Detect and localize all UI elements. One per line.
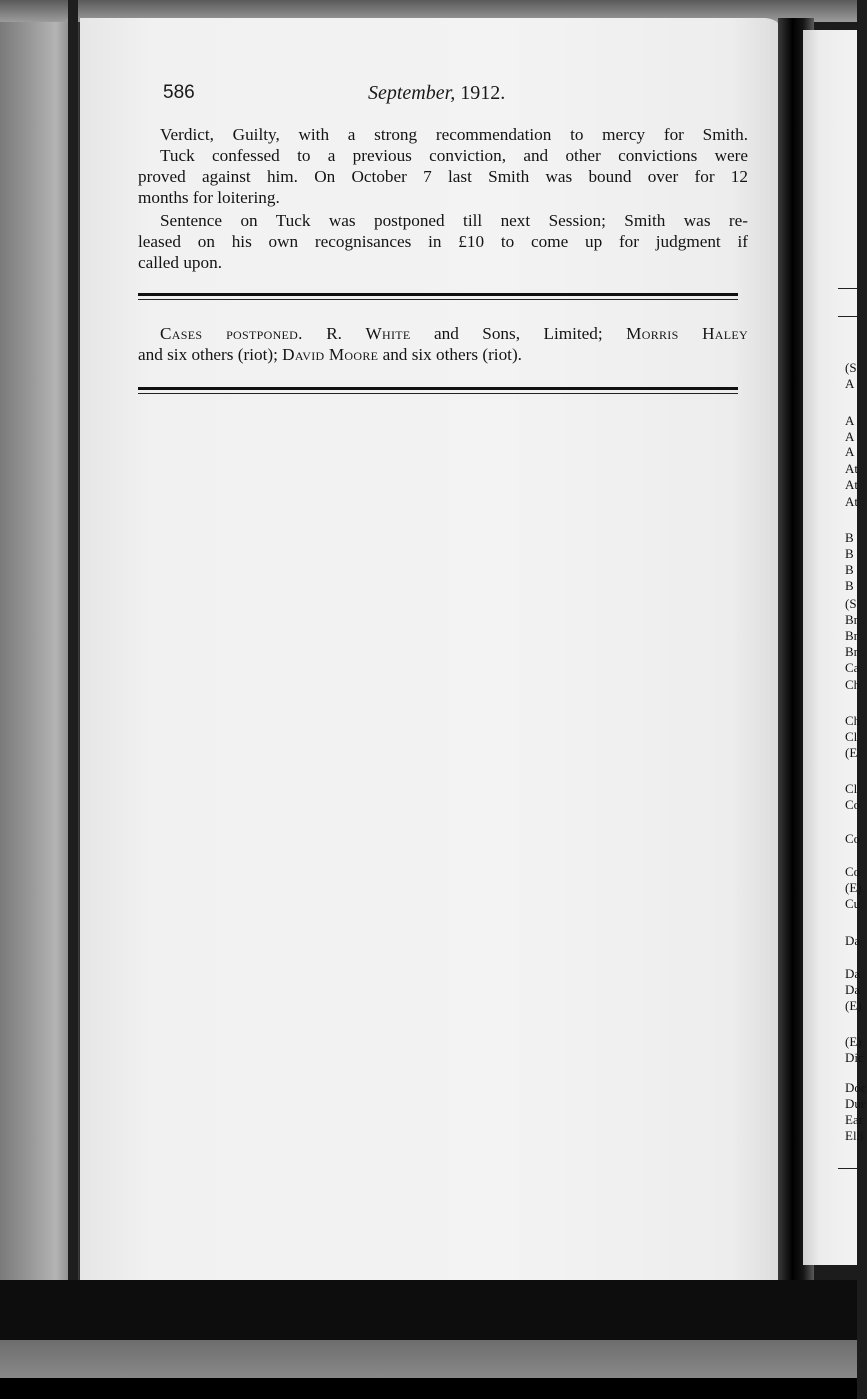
facing-index-entry: B (845, 578, 854, 593)
text-line: months for loitering. (138, 188, 280, 207)
facing-index-entry: B (845, 546, 854, 561)
paragraph-verdict (138, 124, 748, 208)
running-head-year: 1912. (460, 82, 506, 104)
facing-index-entry: Cl (845, 781, 858, 796)
text-line: Sentence on Tuck was postponed till next Session; Smith was re- (160, 211, 748, 230)
page-header (163, 82, 723, 112)
facing-index-entry: At (845, 461, 858, 476)
facing-index-entry: Da (845, 966, 861, 981)
facing-index-entry: Doc (845, 1080, 867, 1095)
facing-index-entry: Ear (845, 1112, 864, 1127)
facing-page-dash (838, 316, 857, 317)
facing-index-entry: (E) (845, 998, 862, 1013)
facing-index-entry: (E) (845, 880, 862, 895)
scan-bottom-surface (0, 1340, 857, 1380)
facing-index-entry: B (845, 562, 854, 577)
facing-index-entry: Elli (845, 1128, 864, 1143)
facing-index-entry: A (845, 376, 855, 391)
text-line: and six others (riot); David Moore and six others (riot). (138, 345, 522, 364)
text-line: Verdict, Guilty, with a strong recommendation to mercy for Smith. (160, 125, 748, 144)
cases-postponed-heading: Cases postponed. (160, 324, 303, 343)
facing-index-entry: Co (845, 831, 861, 846)
facing-index-entry: A (845, 413, 855, 428)
page-number: 586 (163, 82, 195, 103)
scan-bottom-edge (0, 1280, 857, 1340)
text-line: leased on his own recognisances in £10 to come up for judgment if (138, 232, 748, 251)
facing-index-entry: Ca (845, 660, 860, 675)
facing-index-entry: Cl (845, 729, 858, 744)
facing-index-entry: (E) (845, 1034, 862, 1049)
paragraph-sentence (138, 210, 748, 273)
facing-index-entry: At (845, 477, 858, 492)
facing-index-entry: Ch (845, 677, 861, 692)
text-line: Cases postponed. R. White and Sons, Limited; Morris Haley (160, 324, 748, 343)
facing-index-entry: Cu (845, 896, 861, 911)
cases-postponed (138, 323, 748, 365)
facing-index-entry: Dic (845, 1050, 864, 1065)
facing-index-entry: Da (845, 982, 861, 997)
defendant-name: Haley (702, 324, 748, 343)
facing-index-entry: Co (845, 864, 861, 879)
facing-index-entry: A (845, 444, 855, 459)
running-head (368, 82, 505, 105)
defendant-name: David (282, 345, 325, 364)
facing-index-entry: Co (845, 797, 861, 812)
section-divider (138, 387, 738, 394)
facing-index-entry: Br (845, 612, 858, 627)
running-head-month: September, (368, 82, 456, 104)
facing-index-entry: Da (845, 933, 861, 948)
facing-index-entry: Ch (845, 713, 861, 728)
text-line: proved against him. On October 7 last Smith was bound over for 12 (138, 167, 748, 186)
facing-index-entry: Dur (845, 1096, 866, 1111)
book-left-edge (68, 0, 78, 1320)
defendant-name: Morris (626, 324, 679, 343)
facing-index-entry: Br (845, 644, 858, 659)
facing-index-entry: B (845, 530, 854, 545)
defendant-name: White (365, 324, 411, 343)
facing-index-entry: Br (845, 628, 858, 643)
facing-index-entry: At (845, 494, 858, 509)
text-line: called upon. (138, 253, 222, 272)
defendant-name: Moore (328, 345, 379, 364)
section-divider (138, 293, 738, 300)
scan-bottom-shadow (0, 1378, 857, 1399)
facing-index-entry: (E (845, 745, 858, 760)
facing-page-dash (838, 288, 857, 289)
facing-page-dash (838, 1168, 857, 1169)
facing-index-entry: (S (845, 596, 857, 611)
facing-index-entry: (S (845, 360, 857, 375)
text-line: Tuck confessed to a previous conviction, and other convictions were (160, 146, 748, 165)
facing-index-entry: A (845, 429, 855, 444)
